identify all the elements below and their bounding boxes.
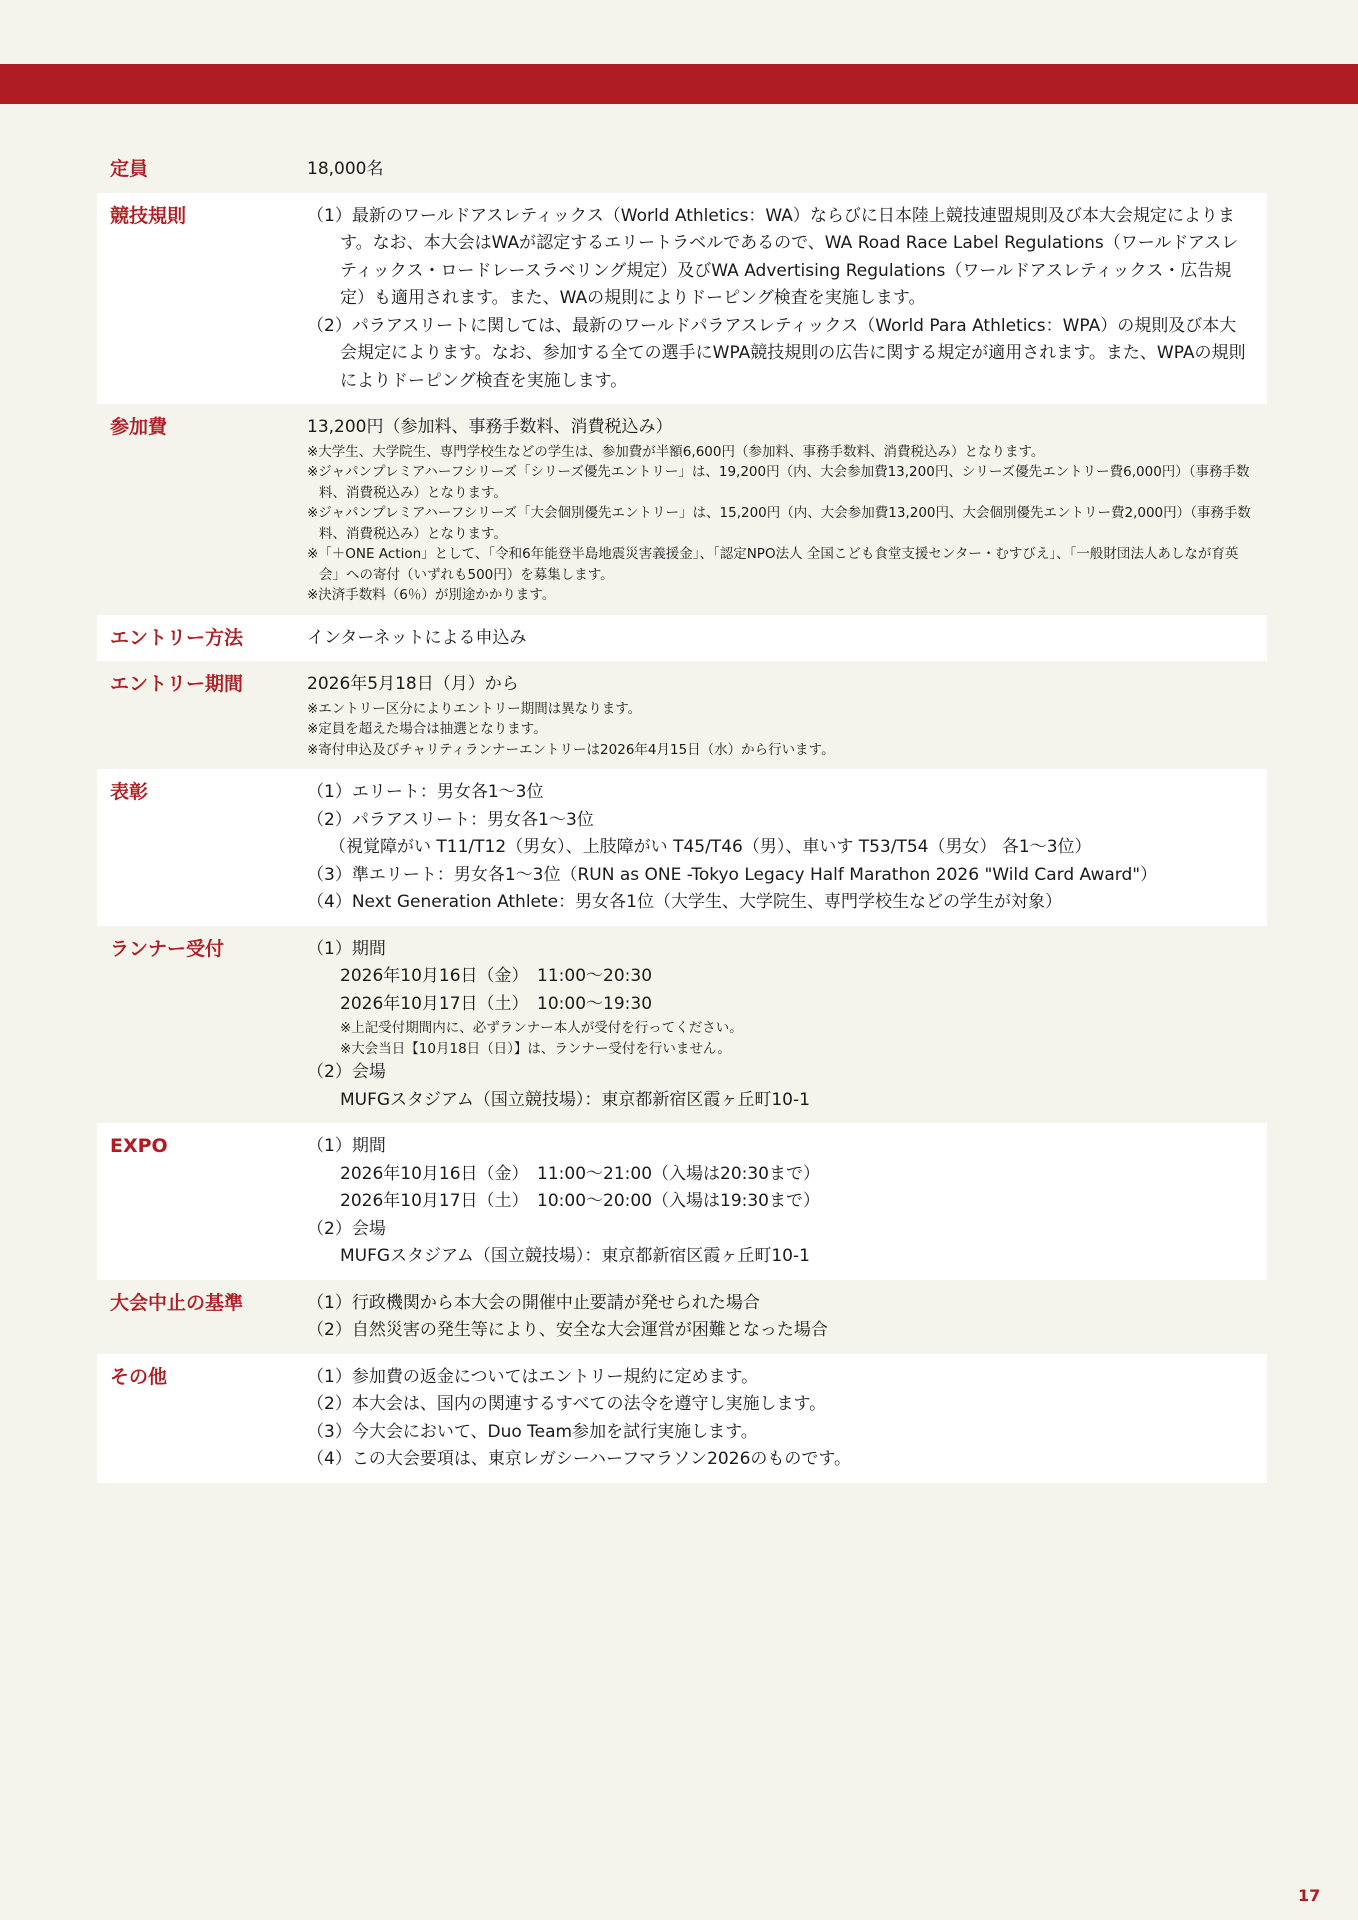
list-item: （1）エリート：男女各1～3位 [307,782,544,802]
row-entry-method [97,615,1267,662]
period-heading: （1）期間 [307,1136,386,1156]
list-item: （2）本大会は、国内の関連するすべての法令を遵守し実施します。 [307,1394,827,1414]
row-label: エントリー方法 [110,626,244,649]
list-item: （2）パラアスリート：男女各1～3位 [307,809,594,830]
header-bar [0,64,1358,104]
entry-period-main: 2026年5月18日（月）から [307,674,519,694]
row-runner-reception [97,926,1267,1124]
date-line: 2026年10月16日（金） 11:00～21:00（入場は20:30まで） [340,1163,821,1184]
list-item: （4）Next Generation Athlete：男女各1位（大学生、大学院生、専門学校生などの学生が対象） [307,892,1062,912]
venue-line: MUFGスタジアム（国立競技場）：東京都新宿区霞ヶ丘町10-1 [340,1089,810,1110]
note: ※定員を超えた場合は抽選となります。 [307,721,547,737]
row-fee [97,404,1267,615]
row-label: 定員 [110,158,149,180]
list-item: （2）パラアスリートに関しては、最新のワールドパラアスレティックス（World Para Athletics：WPA）の規則及び本大会規定によります。なお、参加する全ての選手にWPA競技規則の広告に関する規定が適用されます。また、WPAの規則によりドーピング検査を実施します。 [307,315,1246,391]
row-label: エントリー期間 [110,673,244,695]
row-expo [97,1123,1267,1280]
row-body [307,625,1267,653]
period-heading: （1）期間 [307,938,386,959]
row-awards [97,769,1267,926]
row-body [307,156,1267,184]
capacity-value: 18,000名 [307,159,384,179]
row-label: EXPO [110,1135,168,1157]
row-body [307,414,1267,606]
note: ※上記受付期間内に、必ずランナー本人が受付を行ってください。 [340,1020,743,1036]
note: ※大学生、大学院生、専門学校生などの学生は、参加費が半額6,600円（参加料、事務手数料、消費税込み）となります。 [307,443,1045,460]
row-label: 競技規則 [110,204,187,227]
list-item: （1）最新のワールドアスレティックス（World Athletics：WA）ならびに日本陸上競技連盟規則及び本大会規定によります。なお、本大会はWAが認定するエリートラベルであるので、WA Road Race Label Regulations（ワールドアスレティックス・ロードレースラベリング規定）及びWA Advertising Regulations（ワールドアスレティックス・広告規定）も適用されます。また、WAの規則によりドーピング検査を実施します。 [307,205,1239,308]
row-cancellation [97,1280,1267,1354]
row-body [307,1364,1267,1474]
note: ※「＋ONE Action」として、「令和6年能登半島地震災害義援金」、「認定NPO法人 全国こども食堂支援センター・むすびえ」、「一般財団法人あしなが育英会」への寄付（いずれも500円）を募集します。 [307,546,1239,583]
list-item: （3）今大会において、Duo Team参加を試行実施します。 [307,1421,758,1442]
row-label: 参加費 [110,416,168,438]
note: ※エントリー区分によりエントリー期間は異なります。 [307,700,642,717]
list-item: （2）自然災害の発生等により、安全な大会運営が困難となった場合 [307,1320,828,1340]
list-item: （1）参加費の返金についてはエントリー規約に定めます。 [307,1366,759,1387]
row-label: その他 [110,1365,168,1388]
note: ※ジャパンプレミアハーフシリーズ「大会個別優先エントリー」は、15,200円（内、大会参加費13,200円、大会個別優先エントリー費2,000円）（事務手数料、消費税込み）となります。 [307,505,1251,542]
list-item: （3）準エリート：男女各1～3位（RUN as ONE -Tokyo Legacy Half Marathon 2026 "Wild Card Award"） [307,864,1158,885]
note: ※ジャパンプレミアハーフシリーズ「シリーズ優先エントリー」は、19,200円（内、大会参加費13,200円、シリーズ優先エントリー費6,000円）（事務手数料、消費税込み）となります。 [307,464,1250,501]
fee-main: 13,200円（参加料、事務手数料、消費税込み） [307,417,673,437]
row-body [307,671,1267,760]
row-capacity [97,146,1267,193]
list-item: （視覚障がい T11/T12（男女）、上肢障がい T45/T46（男）、車いす T53/T54（男女） 各1～3位） [329,837,1092,857]
date-line: 2026年10月16日（金） 11:00～20:30 [340,966,653,986]
list-item: （1）行政機関から本大会の開催中止要請が発せられた場合 [307,1292,760,1313]
row-label: 大会中止の基準 [110,1291,244,1314]
row-other [97,1354,1267,1483]
row-rules [97,193,1267,405]
row-body [307,779,1267,917]
note: ※大会当日【10月18日（日）】は、ランナー受付を行いません。 [340,1040,731,1057]
venue-heading: （2）会場 [307,1062,386,1082]
row-body [307,936,1267,1115]
row-label: ランナー受付 [110,937,225,960]
guidelines-table [97,146,1267,1483]
list-item: （4）この大会要項は、東京レガシーハーフマラソン2026のものです。 [307,1449,852,1469]
row-body [307,1133,1267,1271]
entry-method-value: インターネットによる申込み [307,627,527,648]
row-label: 表彰 [110,781,149,803]
venue-line: MUFGスタジアム（国立競技場）：東京都新宿区霞ヶ丘町10-1 [340,1246,810,1266]
row-body [307,1290,1267,1345]
page-number: 17 [1298,1886,1321,1905]
venue-heading: （2）会場 [307,1218,386,1239]
row-entry-period [97,661,1267,769]
note: ※決済手数料（6％）が別途かかります。 [307,587,556,603]
date-line: 2026年10月17日（土） 10:00～20:00（入場は19:30まで） [340,1191,821,1211]
note: ※寄付申込及びチャリティランナーエントリーは2026年4月15日（水）から行います。 [307,741,835,758]
date-line: 2026年10月17日（土） 10:00～19:30 [340,993,653,1014]
row-body [307,203,1267,396]
